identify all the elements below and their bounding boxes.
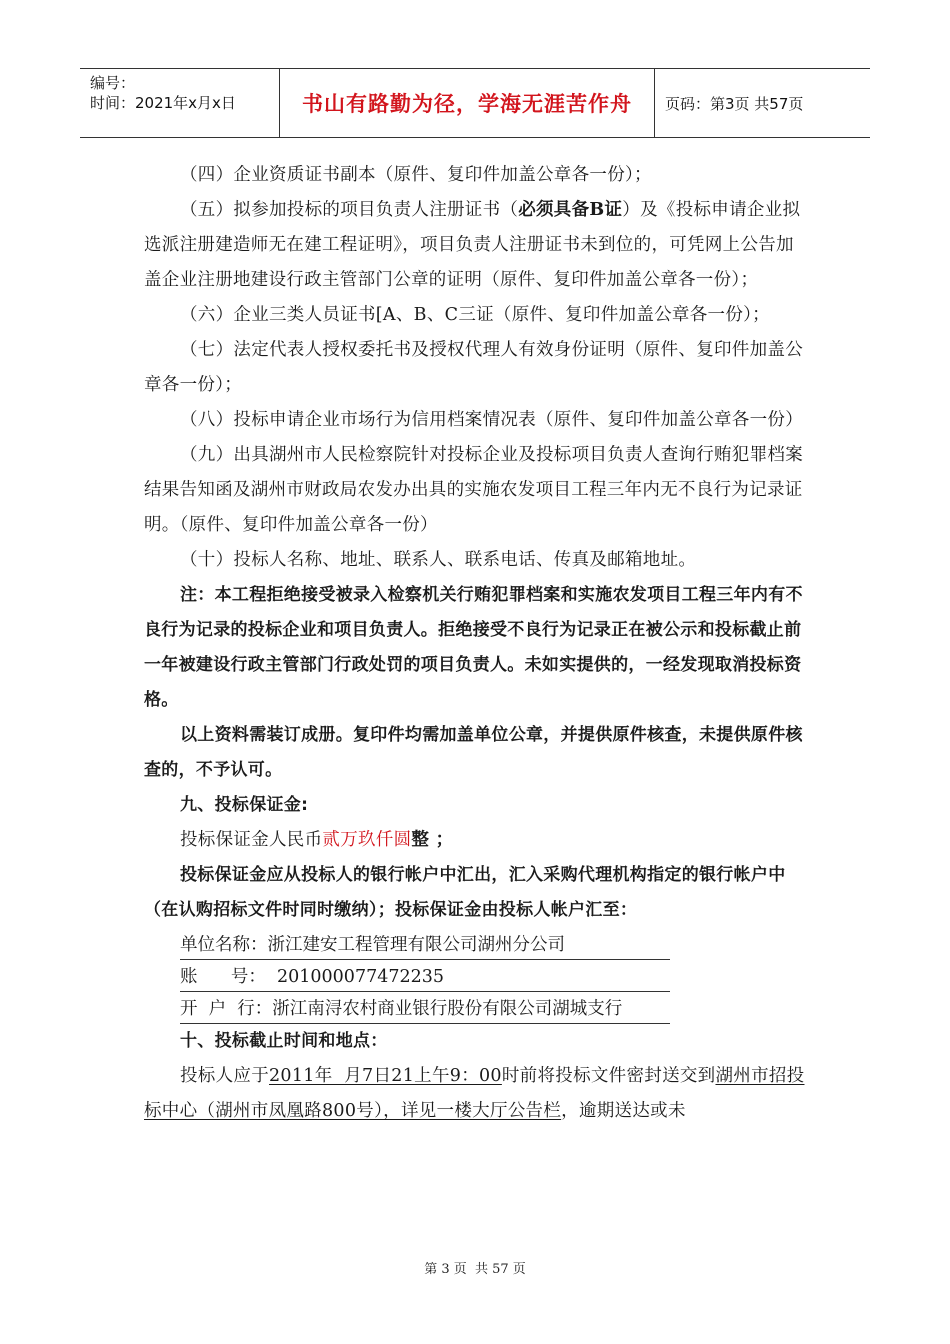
deadline-paragraph (144, 1059, 808, 1129)
paragraph-item-9: （九）出具湖州市人民检察院针对投标企业及投标项目负责人查询行贿犯罪档案结果告知函及湖州市财政局农发办出具的实施农发项目工程三年内无不良行为记录证明。（原件、复印件加盖公章各一份） (144, 445, 803, 535)
note-paragraph: 注：本工程拒绝接受被录入检察机关行贿犯罪档案和实施农发项目工程三年内有不良行为记录的投标企业和项目负责人。拒绝接受不良行为记录正在被公示和投标截止前一年被建设行政主管部门行政处罚的项目负责人。未如实提供的，一经发现取消投标资格。 (144, 585, 803, 710)
deadline-text-c: 时前将投标文件密封送交到 (501, 1066, 716, 1086)
deadline-location: 湖州市招投标中心（湖州市凤凰路800号），详见一楼大厅公告栏 (144, 1066, 805, 1121)
deposit-amount-red: 贰万玖仟圆 (322, 830, 412, 850)
section-9-title: 九、投标保证金: (180, 795, 309, 815)
deposit-text-a: 投标保证金人民币 (180, 830, 323, 850)
account-name: 单位名称：浙江建安工程管理有限公司湖州分公司 (180, 928, 670, 960)
section-10-title: 十、投标截止时间和地点： (180, 1031, 388, 1051)
paragraph-item-6: （六）企业三类人员证书[A、B、C三证（原件、复印件加盖公章各一份）； (180, 305, 770, 325)
number-label: 编号： (90, 74, 136, 92)
deposit-amount (144, 823, 808, 858)
deadline-text-a: 投标人应于 (180, 1066, 269, 1086)
page-footer: 第 3 页 共 57 页 (424, 1262, 526, 1277)
p5-text-c: ）及《投标申请企业拟选派注册建造师无在建工程证明》，项目负责人注册证书未到位的，可凭网上公告加盖企业注册地建设行政主管部门公章的证明（原件、复印件加盖公章各一份）； (144, 200, 801, 290)
paragraph-item-4: （四）企业资质证书副本（原件、复印件加盖公章各一份）； (180, 165, 652, 185)
document-body (144, 158, 808, 1129)
p5-bold: 必须具备B证 (518, 200, 623, 220)
deadline-time: 2011年 月7日21上午9：00 (269, 1066, 502, 1086)
header-meta (80, 69, 280, 137)
paragraph-item-10: （十）投标人名称、地址、联系人、联系电话、传真及邮箱地址。 (180, 550, 697, 570)
account-bank: 开 户 行：浙江南浔农村商业银行股份有限公司湖城支行 (180, 992, 670, 1024)
account-number: 账 号： 201000077472235 (180, 960, 670, 992)
date-label: 时间：2021年x月x日 (90, 94, 236, 112)
deposit-transfer: 投标保证金应从投标人的银行帐户中汇出，汇入采购代理机构指定的银行帐户中（在认购招标文件时同时缴纳）；投标保证金由投标人帐户汇至： (144, 865, 786, 920)
p5-text-a: （五）拟参加投标的项目负责人注册证书（ (180, 200, 519, 220)
binding-paragraph: 以上资料需装订成册。复印件均需加盖单位公章，并提供原件核查，未提供原件核查的，不予认可。 (144, 725, 803, 780)
header-motto: 书山有路勤为径，学海无涯苦作舟 (280, 69, 655, 137)
paragraph-item-7: （七）法定代表人授权委托书及授权代理人有效身份证明（原件、复印件加盖公章各一份）； (144, 340, 803, 395)
paragraph-item-8: （八）投标申请企业市场行为信用档案情况表（原件、复印件加盖公章各一份） (180, 410, 803, 430)
header-page-info: 页码：第3页 共57页 (665, 94, 804, 113)
deposit-text-c: 整 ； (411, 830, 454, 850)
page-header (80, 68, 870, 138)
paragraph-item-5 (144, 193, 808, 298)
deadline-text-e: ，逾期送达或未 (561, 1101, 686, 1121)
